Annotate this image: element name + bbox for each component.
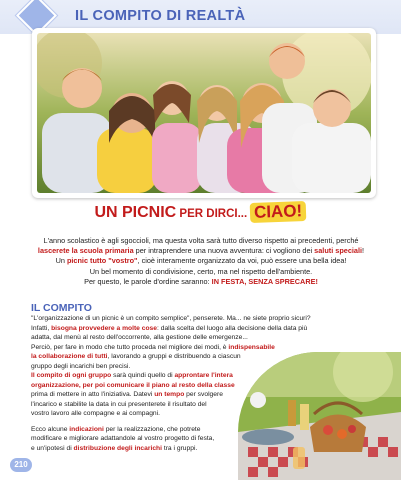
body-text: : dalla scelta del luogo alla decisione della data più bbox=[157, 324, 308, 332]
body-text: tra i gruppi. bbox=[161, 444, 198, 452]
intro-paragraph bbox=[20, 236, 382, 287]
body-line: modificare e migliorare adattandole al vostro progetto di festa, bbox=[31, 435, 215, 442]
body-line bbox=[31, 381, 276, 391]
body-highlight: un tempo bbox=[154, 391, 185, 398]
body-line bbox=[31, 390, 276, 400]
body-highlight: organizzazione, per poi comunicare il piano al resto della classe bbox=[31, 381, 235, 389]
children-group-photo bbox=[37, 33, 371, 193]
headline-part1: UN PICNIC bbox=[94, 204, 177, 221]
body-line: gruppo degli incarichi ben precisi. bbox=[31, 362, 131, 370]
intro-highlight: saluti speciali bbox=[314, 246, 363, 256]
body-highlight: Il bbox=[31, 372, 37, 379]
intro-text: per intraprendere una nuova avventura: ci vogliono dei bbox=[133, 246, 315, 256]
intro-text: ! bbox=[362, 246, 365, 256]
body-highlight: approntare l'intera bbox=[174, 372, 233, 379]
intro-line bbox=[20, 277, 382, 287]
body-line: l'incarico e stabilite la data in cui presenterete il risultato del bbox=[31, 400, 207, 408]
body-text: Ecco alcune bbox=[31, 425, 70, 433]
headline-ciao: CIAO! bbox=[250, 201, 307, 223]
section-title: IL COMPITO bbox=[31, 302, 92, 314]
intro-line bbox=[20, 246, 382, 256]
headline bbox=[0, 202, 401, 222]
headline-part2: PER DIRCI... bbox=[176, 208, 251, 220]
body-line: vostro lavoro alle compagne e ai compagni. bbox=[31, 410, 160, 417]
body-highlight: indicazioni bbox=[69, 425, 104, 433]
body-text: Infatti, bbox=[31, 324, 52, 332]
body-highlight: compito di ogni gruppo bbox=[36, 372, 112, 379]
children-photo-frame bbox=[32, 28, 376, 198]
body-text: per la realizzazione, che potrete bbox=[103, 425, 201, 433]
intro-highlight: lascerete la scuola primaria bbox=[37, 246, 134, 256]
intro-text: Un bbox=[55, 256, 67, 266]
intro-highlight: IN FESTA, SENZA SPRECARE! bbox=[211, 276, 318, 286]
body-text: e un'ipotesi di bbox=[31, 444, 74, 452]
intro-line: L'anno scolastico è agli sgoccioli, ma questa volta sarà tutto diverso rispetto ai precedenti, perché bbox=[43, 236, 359, 245]
body-highlight: indispensabile bbox=[228, 343, 275, 351]
body-highlight: la collaborazione di tutti bbox=[31, 353, 108, 360]
body-line bbox=[31, 352, 276, 362]
body-highlight: bisogna provvedere a molte cose bbox=[51, 324, 158, 332]
intro-highlight: picnic tutto "vostro" bbox=[66, 256, 138, 266]
intro-text: , cioè interamente organizzato da voi, può essere una bella idea! bbox=[137, 256, 347, 266]
intro-line bbox=[20, 256, 382, 266]
intro-text: Per questo, le parole d'ordine saranno: bbox=[84, 276, 212, 286]
body-highlight: distribuzione degli incarichi bbox=[73, 444, 162, 452]
body-text: prima di mettere in atto l'iniziativa. Datevi bbox=[31, 391, 155, 398]
body-line: "L'organizzazione di un picnic è un compito semplice", penserete. Ma... ne siete proprio sicuri? bbox=[31, 315, 311, 322]
chapter-title: IL COMPITO DI REALTÀ bbox=[75, 8, 246, 24]
body-line: adatta, dal menù al resto dell'occorrente, alla gestione delle emergenze... bbox=[31, 334, 248, 341]
body-text: Perciò, per fare in modo che tutto proceda nel migliore dei modi, è bbox=[31, 343, 229, 351]
body-line bbox=[31, 343, 276, 353]
intro-line: Un bel momento di condivisione, certo, ma nel rispetto dell'ambiente. bbox=[89, 266, 313, 276]
body-text: per svolgere bbox=[184, 391, 223, 398]
page-number: 210 bbox=[10, 458, 32, 472]
body-text: sarà quindi quello di bbox=[111, 372, 175, 379]
body-line bbox=[31, 371, 276, 381]
body-line bbox=[31, 324, 308, 334]
body-text: , lavorando a gruppi e distribuendo a ciascun bbox=[107, 353, 241, 360]
